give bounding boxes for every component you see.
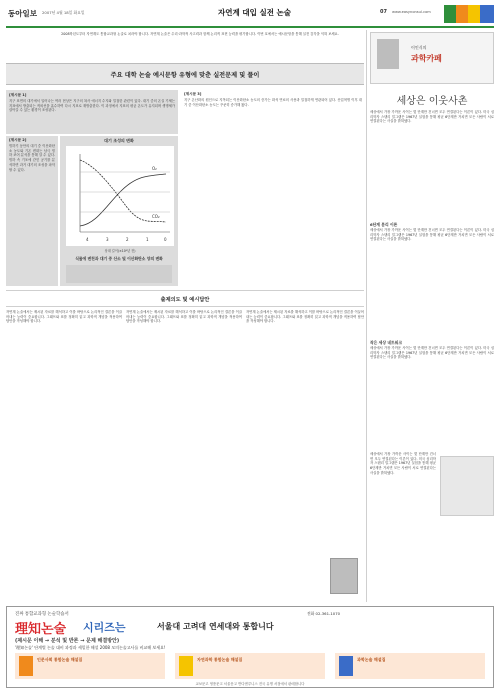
intro-text: 2008학년도부터 자연계도 통합교과형 논술로 치러야 합니다. 자연계 논술은 수리·과학적 사고력과 함께 논리적 표현 능력을 평가합니다. 이번 호에서는 예시문항을 통해 실전 감각을 익혀 보세요. (61, 32, 339, 36)
ad-tel: 전화 02-361-1070 (307, 611, 341, 616)
issue-date: 2007년 4월 18일 화요일 (42, 10, 85, 15)
author-photo (330, 558, 358, 594)
column-text-3: 세상에서 가장 가까운 사이는 몇 단계만 건너면 모두 연결된다는 이론이 있다. 미국 심리학자 스탠리 밀그램은 1967년 실험을 통해 평균 6단계만 거치면 모든 사람이 서로 연결된다는 사실을 밝혀냈다. (370, 346, 494, 360)
main-title: 주요 대학 논술 예시문항 유형에 맞춘 실전문제 및 풀이 (110, 72, 260, 79)
co2-o2-chart (66, 146, 174, 246)
ad-book-1[interactable] (15, 653, 165, 679)
logo: 동아일보 (8, 9, 37, 18)
passage-box-1 (6, 90, 178, 134)
ad-book-2-title: 자연과학 통합논술 해설집 (197, 657, 243, 662)
brand-blocks (444, 5, 494, 23)
passage-3-label: [제시문 3] (184, 92, 202, 96)
ad-book-3[interactable] (335, 653, 485, 679)
ad-headline-pre: 진짜 통합교과형 논술학습서 (15, 612, 69, 617)
ad-footer: 교보문고 영풍문고 서울문고 반디앤루니스 전국 유명 서점에서 판매합니다 (195, 682, 305, 686)
column-headline: 세상은 이웃사촌 (396, 96, 468, 107)
passage-3-text: 지구 온난화의 원인으로 지목되는 이산화탄소 농도의 증가는 화석 연료의 사용과 밀접하게 연관되어 있다. 산업혁명 이후 대기 중 이산화탄소 농도는 꾸준히 증가해 왔다. (184, 98, 362, 107)
chart-xlabel: 상대 길이(×10⁶년 전) (104, 249, 136, 253)
section-title: 자연계 대입 실전 논술 (218, 8, 292, 17)
chart-panel (60, 136, 178, 286)
chart-title: 대기 조성의 변화 (104, 138, 134, 143)
passage-box-2 (6, 136, 58, 286)
passage-2-text: 빙하기 동안의 대기 중 이산화탄소 농도와 기온 변화는 남극 빙하 코어 분석을 통해 알 수 있다. 빙하 속 기포에 갇힌 공기를 분석하면 과거 대기의 조성을 파악할 수 있다. (9, 144, 55, 172)
chart-caption: 식물에 변천과 대기 중 산소 및 이산화탄소 양의 변화 (75, 256, 163, 261)
co2-label: CO₂ (152, 214, 160, 219)
column-author-label: 이인식의 (411, 45, 427, 50)
column-author-photo (377, 39, 399, 69)
x-tick: 3 (106, 237, 109, 242)
column-text-4: 세상에서 가장 가까운 사이는 몇 단계만 건너면 모두 연결된다는 이론이 있다. 미국 심리학자 스탠리 밀그램은 1967년 실험을 통해 평균 6단계만 거치면 모든 사람이 서로 연결된다는 사실을 밝혀냈다. (370, 452, 436, 475)
x-tick: 0 (164, 237, 167, 242)
passage-1-text: 지구 표면의 대기에서 일어나는 여러 현상은 지구의 복사 에너지 수지와 밀접한 관련이 있다. 대기 중의 온실 기체는 지표에서 방출되는 적외선을 흡수하여 다시 지표로 재방출한다. 이 과정에서 지표의 평균 온도가 유지되며 생명체가 살아갈 수 있는 환경이 조성된다. (9, 99, 175, 113)
answer-col-3: 자연계 논술에서는 제시된 자료를 해석하고 이를 바탕으로 논리적인 결론을 이끌어내는 능력이 중요합니다. 그래프와 표를 정확히 읽고 과학적 개념을 적용하여 답안을 작성해야 합니다. (246, 310, 364, 324)
o2-label: O₂ (152, 166, 157, 171)
masthead (0, 0, 500, 30)
passage-box-3 (182, 90, 364, 286)
ad-desc: (제시문 이해 → 분석 및 반론 → 문제 해결방안) (15, 638, 120, 644)
answer-section-title: 출제의도 및 예시답안 (160, 297, 210, 303)
page-number: 07 (380, 9, 387, 15)
ad-desc-2: '理知논술' 단계별 논술 대비 과정과 세밀한 해설 2008 모의논술고사를 비교해 보세요! (15, 645, 166, 650)
ad-book-3-title: 과학논술 해설집 (357, 657, 386, 662)
x-tick: 4 (86, 237, 89, 242)
main-title-bar (6, 63, 364, 85)
ad-series: 시리즈는 (83, 621, 126, 634)
x-tick: 2 (126, 237, 129, 242)
column-text-2: 세상에서 가장 가까운 사이는 몇 단계만 건너면 모두 연결된다는 이론이 있다. 미국 심리학자 스탠리 밀그램은 1967년 실험을 통해 평균 6단계만 거치면 모든 사람이 서로 연결된다는 사실을 밝혀냈다. (370, 228, 494, 242)
answer-col-1: 자연계 논술에서는 제시된 자료를 해석하고 이를 바탕으로 논리적인 결론을 이끌어내는 능력이 중요합니다. 그래프와 표를 정확히 읽고 과학적 개념을 적용하여 답안을 작성해야 합니다. (6, 310, 122, 324)
ad-book-2[interactable] (175, 653, 325, 679)
answer-col-2: 자연계 논술에서는 제시된 자료를 해석하고 이를 바탕으로 논리적인 결론을 이끌어내는 능력이 중요합니다. 그래프와 표를 정확히 읽고 과학적 개념을 적용하여 답안을 작성해야 합니다. (126, 310, 242, 324)
ad-book-1-title: 인문사회 통합논술 해설집 (37, 657, 83, 662)
x-tick: 1 (146, 237, 149, 242)
column-illustration (440, 456, 494, 516)
column-series-title: 과학카페 (411, 54, 442, 63)
site-url[interactable]: www.easynonsul.com (392, 10, 431, 14)
ad-banner[interactable] (6, 606, 494, 688)
ad-brand: 理知논술 (15, 622, 67, 637)
passage-1-label: [제시문 1] (9, 93, 27, 97)
passage-2-label: [제시문 2] (9, 138, 27, 142)
column-header (370, 32, 494, 84)
ad-headline-post: 서울대 고려대 연세대와 통합니다 (157, 622, 274, 631)
column-subhead-2: 작은 세상 네트워크 (370, 340, 402, 345)
column-subhead-1: 6단계 분리 이론 (370, 222, 398, 227)
column-text-1: 세상에서 가장 가까운 사이는 몇 단계만 건너면 모두 연결된다는 이론이 있다. 미국 심리학자 스탠리 밀그램은 1967년 실험을 통해 평균 6단계만 거치면 모든 사람이 서로 연결된다는 사실을 밝혀냈다. (370, 110, 494, 124)
